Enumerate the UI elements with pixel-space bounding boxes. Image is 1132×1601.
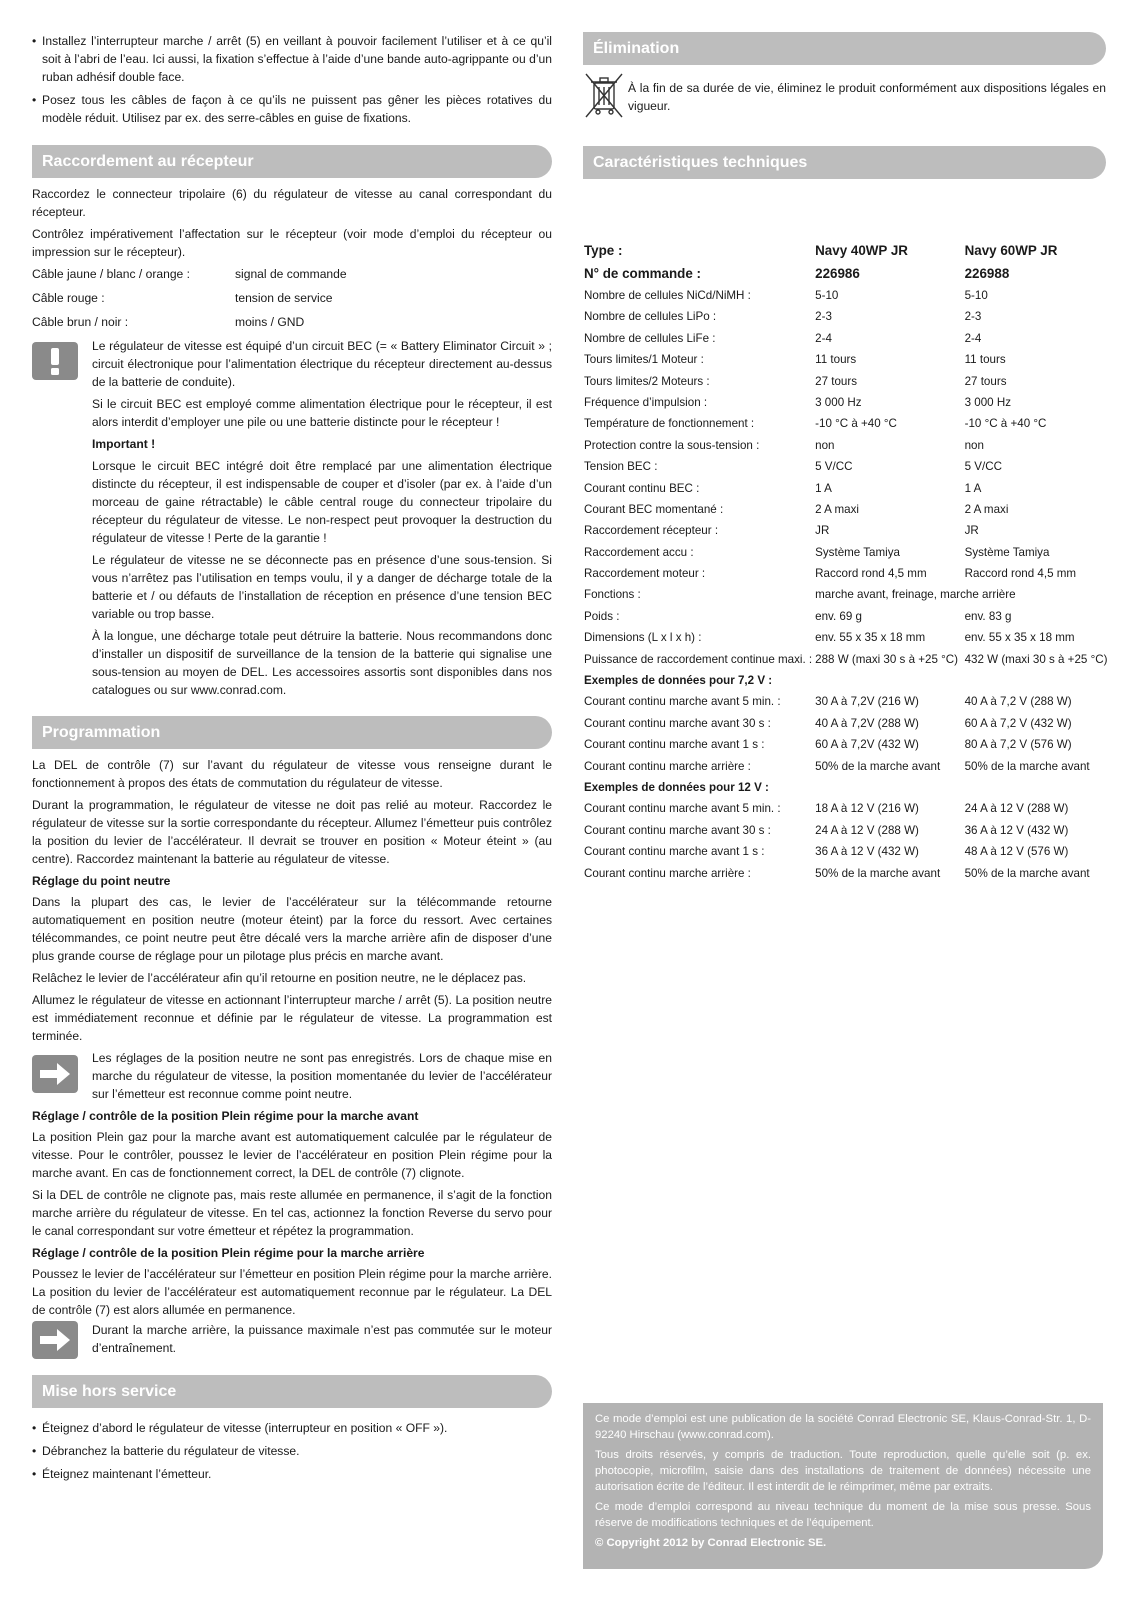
spec-value: 2-3 [815,310,832,324]
spec-label: N° de commande : [584,266,701,281]
spec-label: Courant continu marche avant 30 s : [584,716,771,730]
arrow-right-icon [32,1321,78,1359]
spec-row [584,456,1124,477]
spec-value: env. 69 g [815,609,862,623]
disposal-note [583,71,1106,126]
cable-label: Câble brun / noir : [32,315,129,329]
shutdown-list [32,1419,552,1483]
spec-label: Courant continu marche avant 5 min. : [584,802,781,816]
spec-value: 80 A à 7,2 V (576 W) [964,738,1072,752]
spec-row [584,841,1124,862]
spec-row [584,392,1124,413]
spec-value: JR [815,524,830,538]
paragraph: Dans la plupart des cas, le levier de l’accélérateur sur la télécommande retourne automatiquement en position neutre (moteur éteint) par la force du ressort. Avec certaines télécommandes, ce point neutre peut être décalé vers la marche arrière afin de disposer d’une plus grande course de réglage pour un pilotage plus précis en marche avant. [32,895,552,963]
spec-value: 2-4 [964,331,982,345]
list-item: • Éteignez maintenant l’émetteur. [32,1465,552,1483]
spec-value: 60 A à 7,2 V (432 W) [964,716,1072,730]
spec-label: Exemples de données pour 12 V : [584,780,769,794]
spec-value: 36 A à 12 V (432 W) [964,823,1069,837]
paragraph: Si le circuit BEC est employé comme alimentation électrique pour le récepteur, il est alors interdit d’employer une pile ou une batterie distincte pour le récepteur ! [92,397,552,429]
paragraph: Le régulateur de vitesse ne se déconnecte pas en présence d’une sous-tension. Si vous n’arrêtez pas l’utilisation en temps voulu, il y a danger de décharge totale de la batterie et / ou défauts de l’installation de réception en présence d’une tension BEC variable ou trop basse. [92,553,552,621]
spec-row [584,734,1124,755]
spec-label: Puissance de raccordement continue maxi. : [584,652,813,666]
paragraph: La position Plein gaz pour la marche avant est automatiquement calculée par le régulateur de vitesse. Pour le contrôler, poussez le levier de l’accélérateur en position Plein régime pour la marche avant. En cas de fonctionnement correct, la DEL de contrôle (7) clignote. [32,1130,552,1180]
spec-label: Nombre de cellules NiCd/NiMH : [584,289,751,302]
spec-label: Température de fonctionnement : [584,417,755,431]
footer-paragraph: Ce mode d’emploi est une publication de la société Conrad Electronic SE, Klaus-Conrad-Str. 1, D-92240 Hirschau (www.conrad.com). [595,1413,1091,1441]
spec-row [584,627,1124,648]
section-heading-elimination: Élimination [583,32,1106,65]
spec-value [815,777,964,798]
spec-row [584,691,1124,712]
spec-value: -10 °C à +40 °C [964,417,1047,431]
spec-subheading-row [584,670,1124,691]
paragraph: Allumez le régulateur de vitesse en actionnant l’interrupteur marche / arrêt (5). La position neutre est immédiatement reconnue et définie par le régulateur de vitesse. La programmation est terminée. [32,993,552,1043]
subheading: Réglage du point neutre [32,874,171,888]
spec-header-row [584,262,1124,285]
spec-row [584,563,1124,584]
cable-list [32,262,552,334]
spec-row [584,285,1124,306]
paragraph: À la fin de sa durée de vie, éliminez le produit conformément aux dispositions légales en vigueur. [628,81,1106,113]
cable-value: moins / GND [235,315,305,329]
exclamation-icon [32,342,78,380]
footer-paragraph: Tous droits réservés, y compris de traduction. Toute reproduction, quelle qu’elle soit (p. ex. photocopie, microfilm, saisie dans des installations de traitement de données) nécessite une autorisation écrite de l’éditeur. Il est interdit de le réimprimer, même par extraits. [595,1449,1091,1493]
paragraph: Le régulateur de vitesse est équipé d’un circuit BEC (= « Battery Eliminator Circuit » ; circuit électronique pour l’alimentation électrique du récepteur directement au-dessus de la batterie de conduite). [92,339,552,389]
list-item: • Débranchez la batterie du régulateur de vitesse. [32,1442,552,1460]
spec-row [584,435,1124,456]
spec-value: 27 tours [815,374,858,388]
paragraph: Contrôlez impérativement l’affectation sur le récepteur (voir mode d’emploi du récepteur ou impression sur le récepteur). [32,227,552,259]
spec-label: Courant continu marche avant 1 s : [584,845,765,859]
spec-value: 288 W (maxi 30 s à +25 °C) [815,652,958,666]
important-label: Important ! [92,437,156,451]
section-heading-raccordement: Raccordement au récepteur [32,145,552,178]
spec-value: JR [964,524,979,538]
info-note [32,1049,552,1103]
spec-row [584,606,1124,627]
cable-row [32,310,552,334]
spec-label: Exemples de données pour 7,2 V : [584,674,773,688]
spec-label: Raccordement accu : [584,545,694,559]
spec-value: 2 A maxi [815,502,859,516]
paragraph: Durant la marche arrière, la puissance maximale n’est pas commutée sur le moteur d’entraînement. [92,1323,552,1355]
spec-value: non [964,438,984,452]
cable-value: tension de service [235,291,333,305]
spec-value: 36 A à 12 V (432 W) [815,845,919,859]
spec-value: 3 000 Hz [964,395,1011,409]
paragraph: À la longue, une décharge totale peut détruire la batterie. Nous recommandons donc d’installer un dispositif de surveillance de la tension de la batterie qui signalise une sous-tension au moyen de DEL. Les accessoires assortis sont disponibles dans nos catalogues ou sur www.conrad.com. [92,629,552,697]
spec-row [584,349,1124,370]
spec-label: Poids : [584,609,620,623]
spec-row [584,798,1124,819]
spec-label: Courant continu marche avant 5 min. : [584,695,781,709]
cable-label: Câble jaune / blanc / orange : [32,267,190,281]
section-heading-specs: Caractéristiques techniques [583,146,1106,179]
spec-row [584,584,1124,605]
spec-label: Courant BEC momentané : [584,502,724,516]
spec-value [815,670,964,691]
cable-row [32,286,552,310]
spec-value: 3 000 Hz [815,395,862,409]
spec-value: 50% de la marche avant [815,866,941,880]
spec-value: env. 55 x 35 x 18 mm [964,631,1075,645]
paragraph: Poussez le levier de l’accélérateur sur l’émetteur en position Plein régime pour la marche arrière. La position du levier de l’accélérateur est automatiquement reconnue par le régulateur. La DEL de contrôle (7) est alors allumée en permanence. [32,1267,552,1317]
section-heading-mise-hors-service: Mise hors service [32,1375,552,1408]
spec-value: 2-4 [815,331,832,345]
spec-value: 50% de la marche avant [964,759,1090,773]
spec-label: Protection contre la sous-tension : [584,438,760,452]
spec-value: env. 55 x 35 x 18 mm [815,631,926,645]
spec-value: 5-10 [964,289,988,302]
spec-row [584,820,1124,841]
spec-subheading-row [584,777,1124,798]
left-column [32,0,552,1483]
spec-label: Courant continu marche arrière : [584,866,751,880]
paragraph: Lorsque le circuit BEC intégré doit être remplacé par une alimentation électrique distincte du récepteur, il est indispensable de couper et d’isoler (par ex. à l’aide d’un morceau de gaine rétractable) le câble central rouge du connecteur tripolaire du récepteur du régulateur de vitesse. Le non-respect peut provoquer la destruction du régulateur de vitesse ! Perte de la garantie ! [92,459,552,545]
spec-value: 27 tours [964,374,1007,388]
spec-label: Raccordement récepteur : [584,524,719,538]
spec-row [584,713,1124,734]
spec-value: Raccord rond 4,5 mm [964,567,1077,581]
spec-value: 1 A [815,481,832,495]
list-item: • Éteignez d’abord le régulateur de vitesse (interrupteur en position « OFF »). [32,1419,552,1437]
spec-row [584,542,1124,563]
spec-label: Tension BEC : [584,460,658,474]
spec-value: Système Tamiya [964,545,1050,559]
spec-value: Navy 60WP JR [964,243,1058,258]
spec-label: Tours limites/2 Moteurs : [584,374,710,388]
spec-value: 432 W (maxi 30 s à +25 °C) [964,652,1108,666]
spec-value: 18 A à 12 V (216 W) [815,802,919,816]
spec-label: Dimensions (L x l x h) : [584,631,702,645]
paragraph: Raccordez le connecteur tripolaire (6) du régulateur de vitesse au canal correspondant du récepteur. [32,187,552,219]
spec-value: 40 A à 7,2 V (288 W) [964,695,1072,709]
section-heading-programmation: Programmation [32,716,552,749]
spec-label: Courant continu marche avant 1 s : [584,738,765,752]
crossed-bin-icon [583,71,628,126]
spec-value: 5 V/CC [964,460,1002,474]
subheading: Réglage / contrôle de la position Plein régime pour la marche avant [32,1109,419,1123]
paragraph: Si la DEL de contrôle ne clignote pas, mais reste allumée en permanence, il s’agit de la fonction marche arrière du régulateur de vitesse. En tel cas, actionnez la fonction Reverse du servo pour le canal correspondant sur votre émetteur et répétez la programmation. [32,1188,552,1238]
spec-row [584,649,1124,670]
subheading: Réglage / contrôle de la position Plein régime pour la marche arrière [32,1246,425,1260]
spec-value: 30 A à 7,2V (216 W) [815,695,919,709]
spec-value: 11 tours [815,353,857,367]
spec-value: 60 A à 7,2V (432 W) [815,738,919,752]
spec-row [584,371,1124,392]
spec-header-row [584,239,1124,262]
spec-row [584,478,1124,499]
arrow-right-icon [32,1055,78,1093]
spec-label: Fréquence d’impulsion : [584,395,708,409]
spec-value: 24 A à 12 V (288 W) [964,802,1069,816]
spec-value: 24 A à 12 V (288 W) [815,823,919,837]
cable-value: signal de commande [235,267,347,281]
spec-value: -10 °C à +40 °C [815,417,897,431]
paragraph: La DEL de contrôle (7) sur l’avant du régulateur de vitesse vous renseigne durant le fonctionnement à propos des états de commutation du régulateur de vitesse. [32,758,552,790]
spec-value: non [815,438,835,452]
specs-table [584,239,1124,884]
paragraph: Les réglages de la position neutre ne sont pas enregistrés. Lors de chaque mise en marche du régulateur de vitesse, la position momentanée du levier de l’accélérateur sur l’émetteur est reconnue comme point neutre. [92,1051,552,1101]
spec-label: Courant continu marche avant 30 s : [584,823,771,837]
spec-row [584,756,1124,777]
spec-value: env. 83 g [964,609,1012,623]
spec-label: Nombre de cellules LiFe : [584,331,716,345]
spec-value: Navy 40WP JR [815,243,908,258]
intro-bullets [32,32,552,127]
spec-value: 1 A [964,481,982,495]
bullet-item: • Posez tous les câbles de façon à ce qu’ils ne puissent pas gêner les pièces rotatives du modèle réduit. Utilisez par ex. des serre-câbles en guise de fixations. [32,91,552,127]
spec-value: 226988 [964,266,1010,281]
spec-value: 50% de la marche avant [964,866,1090,880]
spec-label: Nombre de cellules LiPo : [584,310,717,324]
spec-label: Courant continu BEC : [584,481,700,495]
spec-row [584,520,1124,541]
spec-label: Fonctions : [584,588,641,602]
bullet-item: • Installez l’interrupteur marche / arrêt (5) en veillant à pouvoir facilement l’utiliser et à ce qu’il soit à l’abri de l’eau. Ici aussi, la fixation s’effectue à l’aide d’une bande auto-agrippante ou d’un ruban adhésif double face. [32,32,552,86]
spec-row [584,306,1124,327]
spec-value: 40 A à 7,2V (288 W) [815,716,919,730]
spec-label: Type : [584,243,623,258]
spec-value [965,777,1124,798]
cable-row [32,262,552,286]
spec-value: 5-10 [815,289,839,302]
right-column [583,0,1106,179]
spec-value: 2 A maxi [964,502,1009,516]
spec-value: Raccord rond 4,5 mm [815,567,927,581]
spec-value: 50% de la marche avant [815,759,941,773]
spec-value: marche avant, freinage, marche arrière [815,588,1016,602]
spec-value: 2-3 [964,310,982,324]
spec-value: Système Tamiya [815,545,900,559]
footer-box [583,1403,1103,1569]
paragraph: Relâchez le levier de l’accélérateur afin qu’il retourne en position neutre, ne le déplacez pas. [32,971,527,985]
paragraph: Durant la programmation, le régulateur de vitesse ne doit pas relié au moteur. Raccordez le régulateur de vitesse sur la sortie correspondante du récepteur. Allumez l’émetteur puis contrôlez la position du levier de l’accélérateur. Il devrait se trouver en position « Moteur éteint » (au centre). Raccordez maintenant la batterie au régulateur de vitesse. [32,798,552,866]
spec-label: Raccordement moteur : [584,567,706,581]
spec-label: Tours limites/1 Moteur : [584,353,704,367]
spec-row [584,328,1124,349]
info-note [32,1321,552,1359]
spec-value: 226986 [815,266,860,281]
spec-value: 48 A à 12 V (576 W) [964,845,1069,859]
spec-row [584,413,1124,434]
spec-label: Courant continu marche arrière : [584,759,751,773]
spec-value: 11 tours [964,353,1006,367]
spec-value [965,670,1124,691]
spec-value: 5 V/CC [815,460,853,474]
spec-row [584,863,1124,884]
spec-row [584,499,1124,520]
copyright: © Copyright 2012 by Conrad Electronic SE. [595,1537,827,1549]
warning-note [32,337,552,699]
cable-label: Câble rouge : [32,291,105,305]
footer-paragraph: Ce mode d’emploi correspond au niveau technique du moment de la mise sous presse. Sous réserve de modifications techniques et de l’équipement. [595,1501,1091,1529]
